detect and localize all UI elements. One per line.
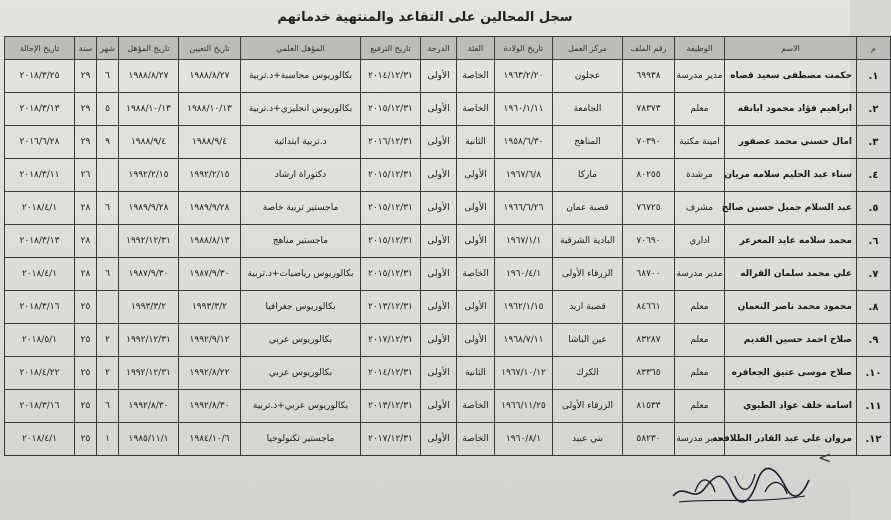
cell-birth-date: ١٩٦٣/٢/٢٠ [495, 60, 553, 93]
cell-birth-date: ١٩٦٦/٦/٢٦ [495, 192, 553, 225]
cell-birth-date: ١٩٦٧/٦/٨ [495, 159, 553, 192]
cell-year: ٢٩ [75, 93, 97, 126]
cell-qualification: بكالوريوس عربي [241, 357, 361, 390]
header-month: شهر [97, 37, 119, 60]
cell-promotion-date: ٢٠١٣/١٢/٣١ [361, 291, 421, 324]
cell-index: ١٠. [857, 357, 891, 390]
cell-year: ٢٥ [75, 324, 97, 357]
cell-job: معلم [675, 324, 725, 357]
cell-category: الخاصة [457, 93, 495, 126]
header-qualification: المؤهل العلمي [241, 37, 361, 60]
table-row [5, 159, 891, 192]
cell-job: مشرف [675, 192, 725, 225]
cell-promotion-date: ٢٠١٥/١٢/٣١ [361, 192, 421, 225]
cell-birth-date: ١٩٦٠/٨/١ [495, 423, 553, 456]
cell-index: ٧. [857, 258, 891, 291]
header-retirement-date: تاريخ الإحالة [5, 37, 75, 60]
cell-year: ٢٥ [75, 357, 97, 390]
cell-workplace: قصبة عمان [553, 192, 623, 225]
cell-file-number: ٧٠٦٩٠ [623, 225, 675, 258]
cell-workplace: الزرقاء الأولى [553, 258, 623, 291]
header-appointment-date: تاريخ التعيين [179, 37, 241, 60]
header-qualification-date: تاريخ المؤهل [119, 37, 179, 60]
cell-retirement-date: ٢٠١٦/٦/٢٨ [5, 126, 75, 159]
cell-appointment-date: ١٩٨٩/٩/٢٨ [179, 192, 241, 225]
cell-qualification-date: ١٩٩٢/١٢/٣١ [119, 324, 179, 357]
cell-appointment-date: ١٩٨٨/٨/١٣ [179, 225, 241, 258]
cell-name: صلاح موسى عتيق الجعافره [725, 357, 857, 390]
cell-qualification-date: ١٩٩٣/٣/٢ [119, 291, 179, 324]
table-row [5, 225, 891, 258]
cell-file-number: ٨٣٢٨٧ [623, 324, 675, 357]
cell-qualification: بكالوريوس عربي [241, 324, 361, 357]
cell-workplace: الزرقاء الأولى [553, 390, 623, 423]
header-job: الوظيفة [675, 37, 725, 60]
cell-index: ٤. [857, 159, 891, 192]
cell-index: ١١. [857, 390, 891, 423]
cell-qualification: د.تربية ابتدائية [241, 126, 361, 159]
cell-grade: الأولى [421, 93, 457, 126]
cell-qualification: ماجستير مناهج [241, 225, 361, 258]
cell-grade: الأولى [421, 324, 457, 357]
cell-index: ٩. [857, 324, 891, 357]
cell-retirement-date: ٢٠١٨/٣/١٦ [5, 291, 75, 324]
cell-job: مرشدة [675, 159, 725, 192]
header-birth-date: تاريخ الولادة [495, 37, 553, 60]
header-promotion-date: تاريخ الترفيع [361, 37, 421, 60]
cell-job: معلم [675, 291, 725, 324]
cell-appointment-date: ١٩٨٧/٩/٣٠ [179, 258, 241, 291]
cell-category: الثانية [457, 357, 495, 390]
cell-retirement-date: ٢٠١٨/٥/١ [5, 324, 75, 357]
cell-qualification-date: ١٩٨٩/٩/٢٨ [119, 192, 179, 225]
header-file-number: رقم الملف [623, 37, 675, 60]
cell-grade: الأولى [421, 291, 457, 324]
table-row [5, 93, 891, 126]
cell-name: محمود محمد ناصر النعمان [725, 291, 857, 324]
cell-birth-date: ١٩٦٧/١/١ [495, 225, 553, 258]
cell-year: ٢٦ [75, 159, 97, 192]
cell-grade: الأولى [421, 225, 457, 258]
cell-appointment-date: ١٩٩٢/٨/٢٢ [179, 357, 241, 390]
cell-file-number: ٨٣٣٦٥ [623, 357, 675, 390]
cell-job: مدير مدرسة [675, 423, 725, 456]
cell-category: الأولى [457, 225, 495, 258]
cell-qualification-date: ١٩٩٢/٨/٣٠ [119, 390, 179, 423]
cell-year: ٢٨ [75, 192, 97, 225]
cell-file-number: ٨٠٢٥٥ [623, 159, 675, 192]
cell-retirement-date: ٢٠١٨/٣/١١ [5, 159, 75, 192]
table-row [5, 390, 891, 423]
cell-index: ٨. [857, 291, 891, 324]
cell-job: مدير مدرسة [675, 258, 725, 291]
table-row [5, 423, 891, 456]
cell-category: الخاصة [457, 390, 495, 423]
cell-grade: الأولى [421, 390, 457, 423]
cell-qualification: ماجستير تكنولوجيا [241, 423, 361, 456]
cell-appointment-date: ١٩٨٨/٩/٤ [179, 126, 241, 159]
header-name: الاسم [725, 37, 857, 60]
cell-retirement-date: ٢٠١٨/٤/١ [5, 192, 75, 225]
cell-file-number: ٦٩٩٣٨ [623, 60, 675, 93]
table-row [5, 192, 891, 225]
handwritten-signature [665, 452, 815, 512]
cell-category: الأولى [457, 192, 495, 225]
cell-appointment-date: ١٩٩٢/٨/٣٠ [179, 390, 241, 423]
cell-grade: الأولى [421, 258, 457, 291]
cell-retirement-date: ٢٠١٨/٣/٢٥ [5, 60, 75, 93]
cell-qualification: بكالوريوس انجليزي+د.تربية [241, 93, 361, 126]
cell-appointment-date: ١٩٨٨/٨/٢٧ [179, 60, 241, 93]
cell-month: ١ [97, 423, 119, 456]
cell-month: ٦ [97, 258, 119, 291]
cell-promotion-date: ٢٠١٤/١٢/٣١ [361, 357, 421, 390]
cell-name: عبد السلام جميل حسين صالح [725, 192, 857, 225]
cell-name: اسامه خلف عواد الطيوي [725, 390, 857, 423]
retirees-table [4, 36, 891, 456]
cell-index: ١. [857, 60, 891, 93]
cell-qualification-date: ١٩٩٢/١٢/٣١ [119, 225, 179, 258]
header-index: م [857, 37, 891, 60]
document-title: سجل المحالين على التقاعد والمنتهية خدماتهم [277, 10, 573, 25]
cell-grade: الأولى [421, 423, 457, 456]
cell-category: الخاصة [457, 258, 495, 291]
margin-mark: < [818, 448, 832, 467]
cell-grade: الأولى [421, 192, 457, 225]
cell-year: ٢٨ [75, 225, 97, 258]
header-workplace: مركز العمل [553, 37, 623, 60]
cell-month: ٥ [97, 93, 119, 126]
cell-retirement-date: ٢٠١٨/٣/١٦ [5, 390, 75, 423]
cell-promotion-date: ٢٠١٤/١٢/٣١ [361, 60, 421, 93]
cell-name: صلاح احمد حسين القديم [725, 324, 857, 357]
cell-file-number: ٧٠٣٩٠ [623, 126, 675, 159]
cell-file-number: ٧٨٣٧٣ [623, 93, 675, 126]
table-row [5, 357, 891, 390]
cell-grade: الأولى [421, 159, 457, 192]
cell-workplace: الكرك [553, 357, 623, 390]
cell-name: سناء عبد الحليم سلامه مريان [725, 159, 857, 192]
cell-workplace: الجامعة [553, 93, 623, 126]
cell-category: الخاصة [457, 60, 495, 93]
cell-promotion-date: ٢٠١٧/١٢/٣١ [361, 324, 421, 357]
cell-qualification: بكالوريوس عربي+د.تربية [241, 390, 361, 423]
cell-month [97, 225, 119, 258]
table-row [5, 60, 891, 93]
cell-qualification-date: ١٩٨٧/٩/٣٠ [119, 258, 179, 291]
header-category: الفئة [457, 37, 495, 60]
table-row [5, 291, 891, 324]
cell-birth-date: ١٩٦٧/١٠/١٢ [495, 357, 553, 390]
cell-year: ٢٥ [75, 291, 97, 324]
cell-name: محمد سلامه عايد المعرعر [725, 225, 857, 258]
cell-retirement-date: ٢٠١٨/٤/١ [5, 258, 75, 291]
table-row [5, 126, 891, 159]
cell-retirement-date: ٢٠١٨/٣/١٣ [5, 225, 75, 258]
cell-workplace: البادية الشرقية [553, 225, 623, 258]
cell-file-number: ٦٨٧٠٠ [623, 258, 675, 291]
cell-month: ٢ [97, 324, 119, 357]
cell-qualification: بكالوريوس رياضيات+د.تربية [241, 258, 361, 291]
cell-index: ٦. [857, 225, 891, 258]
cell-promotion-date: ٢٠١٧/١٢/٣١ [361, 423, 421, 456]
cell-year: ٢٥ [75, 423, 97, 456]
cell-workplace: المناهج [553, 126, 623, 159]
cell-qualification: بكالوريوس محاسبة+د.تربية [241, 60, 361, 93]
cell-month [97, 159, 119, 192]
cell-month: ٢ [97, 357, 119, 390]
cell-promotion-date: ٢٠١٣/١٢/٣١ [361, 390, 421, 423]
cell-qualification: بكالوريوس جغرافيا [241, 291, 361, 324]
cell-category: الثانية [457, 126, 495, 159]
cell-name: امال حسني محمد عصفور [725, 126, 857, 159]
cell-category: الأولى [457, 159, 495, 192]
cell-name: حكمت مصطفى سعيد قضاه [725, 60, 857, 93]
cell-workplace: بني عبيد [553, 423, 623, 456]
cell-promotion-date: ٢٠١٥/١٢/٣١ [361, 159, 421, 192]
cell-promotion-date: ٢٠١٦/١٢/٣١ [361, 126, 421, 159]
cell-index: ٣. [857, 126, 891, 159]
cell-grade: الأولى [421, 357, 457, 390]
header-grade: الدرجة [421, 37, 457, 60]
cell-workplace: عجلون [553, 60, 623, 93]
cell-workplace: ماركا [553, 159, 623, 192]
cell-workplace: عين الباشا [553, 324, 623, 357]
cell-job: معلم [675, 390, 725, 423]
cell-month [97, 291, 119, 324]
cell-month: ٦ [97, 390, 119, 423]
cell-retirement-date: ٢٠١٨/٣/١٣ [5, 93, 75, 126]
cell-year: ٢٥ [75, 390, 97, 423]
cell-index: ٥. [857, 192, 891, 225]
cell-job: معلم [675, 93, 725, 126]
cell-index: ٢. [857, 93, 891, 126]
cell-qualification: ماجستير تربية خاصة [241, 192, 361, 225]
cell-job: امينة مكتبة [675, 126, 725, 159]
cell-qualification-date: ١٩٨٨/١٠/١٣ [119, 93, 179, 126]
cell-promotion-date: ٢٠١٥/١٢/٣١ [361, 258, 421, 291]
cell-year: ٢٩ [75, 60, 97, 93]
cell-month: ٦ [97, 60, 119, 93]
cell-birth-date: ١٩٦٨/٧/١١ [495, 324, 553, 357]
cell-retirement-date: ٢٠١٨/٤/١ [5, 423, 75, 456]
cell-grade: الأولى [421, 60, 457, 93]
cell-birth-date: ١٩٦٦/١١/٢٥ [495, 390, 553, 423]
cell-year: ٢٨ [75, 258, 97, 291]
cell-category: الأولى [457, 324, 495, 357]
cell-birth-date: ١٩٦٠/١/١١ [495, 93, 553, 126]
table-row [5, 258, 891, 291]
table-row [5, 324, 891, 357]
cell-job: اداري [675, 225, 725, 258]
cell-name: ابراهيم فؤاد محمود ابانقه [725, 93, 857, 126]
cell-index: ١٢. [857, 423, 891, 456]
cell-qualification-date: ١٩٨٨/٨/٢٧ [119, 60, 179, 93]
cell-category: الأولى [457, 291, 495, 324]
cell-promotion-date: ٢٠١٥/١٢/٣١ [361, 93, 421, 126]
cell-job: مدير مدرسة [675, 60, 725, 93]
cell-month: ٦ [97, 192, 119, 225]
cell-qualification-date: ١٩٨٥/١١/١ [119, 423, 179, 456]
cell-job: معلم [675, 357, 725, 390]
cell-file-number: ٨١٥٣٣ [623, 390, 675, 423]
cell-birth-date: ١٩٥٨/٦/٣٠ [495, 126, 553, 159]
cell-month: ٩ [97, 126, 119, 159]
cell-grade: الأولى [421, 126, 457, 159]
cell-qualification-date: ١٩٨٨/٩/٤ [119, 126, 179, 159]
cell-appointment-date: ١٩٨٤/١٠/٦ [179, 423, 241, 456]
cell-appointment-date: ١٩٩٢/٩/١٢ [179, 324, 241, 357]
cell-appointment-date: ١٩٩٣/٣/٢ [179, 291, 241, 324]
cell-file-number: ٥٨٢٣٠ [623, 423, 675, 456]
cell-name: مروان علي عبد القادر الطلافحه [725, 423, 857, 456]
table-header-row [5, 37, 891, 60]
cell-file-number: ٧٦٧٢٥ [623, 192, 675, 225]
cell-year: ٢٩ [75, 126, 97, 159]
cell-qualification-date: ١٩٩٢/١٢/٣١ [119, 357, 179, 390]
cell-qualification: دكتوراة ارشاد [241, 159, 361, 192]
cell-birth-date: ١٩٦٢/١/١٥ [495, 291, 553, 324]
cell-appointment-date: ١٩٩٢/٢/١٥ [179, 159, 241, 192]
cell-category: الخاصة [457, 423, 495, 456]
cell-qualification-date: ١٩٩٢/٢/١٥ [119, 159, 179, 192]
cell-file-number: ٨٤٦٦١ [623, 291, 675, 324]
cell-workplace: قصبة اربد [553, 291, 623, 324]
cell-name: علي محمد سلمان القراله [725, 258, 857, 291]
cell-retirement-date: ٢٠١٨/٤/٢٢ [5, 357, 75, 390]
cell-appointment-date: ١٩٨٨/١٠/١٣ [179, 93, 241, 126]
cell-promotion-date: ٢٠١٥/١٢/٣١ [361, 225, 421, 258]
header-year: سنة [75, 37, 97, 60]
cell-birth-date: ١٩٦٠/٤/١ [495, 258, 553, 291]
